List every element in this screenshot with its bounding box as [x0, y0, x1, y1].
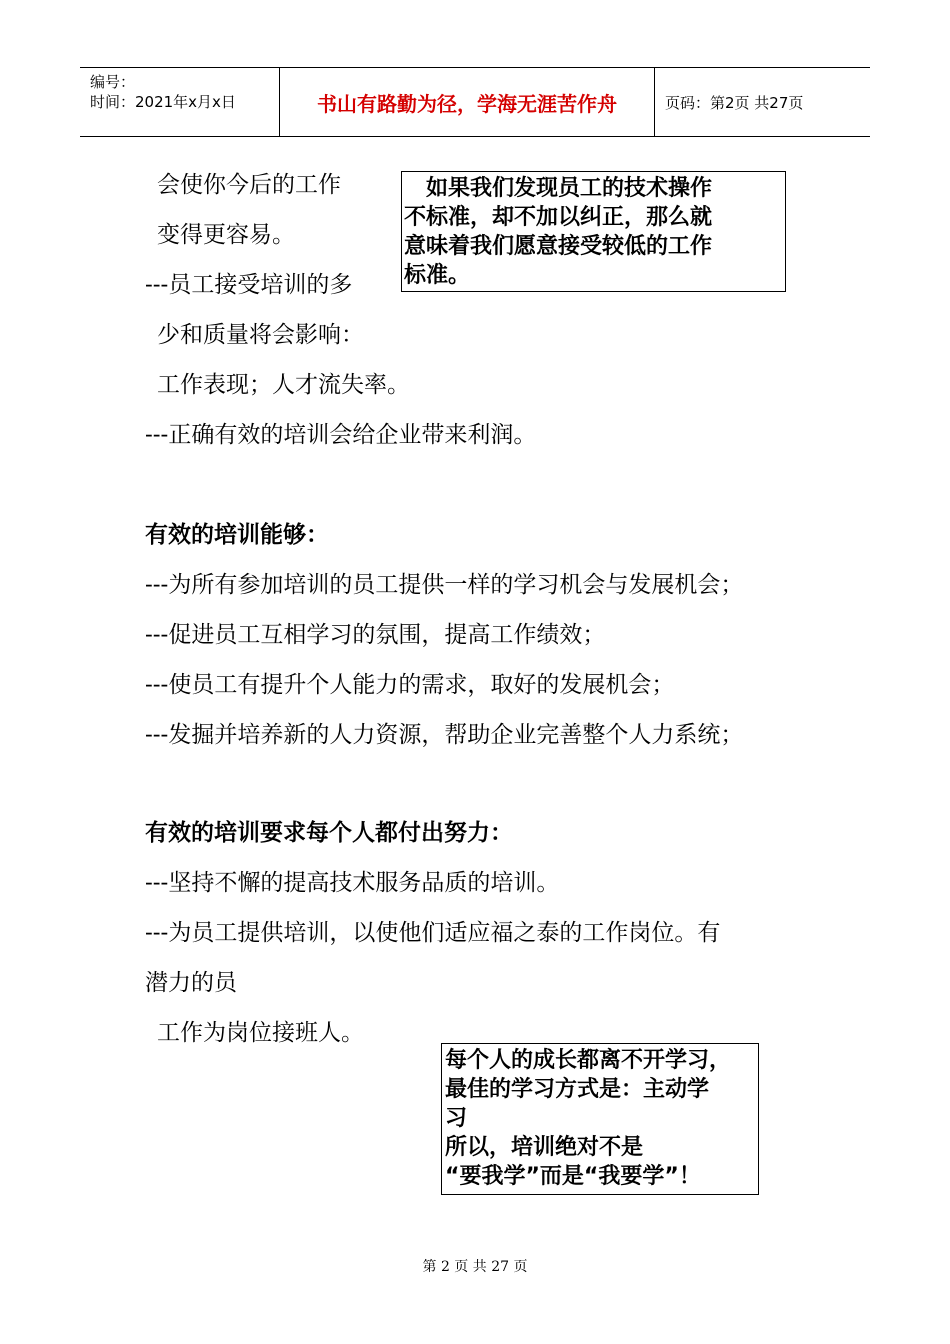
header-meta — [80, 68, 280, 136]
header-page-info: 页码：第2页 共27页 — [665, 93, 804, 112]
body-line: 变得更容易。 — [157, 222, 295, 248]
header-time: 时间：2021年x月x日 — [90, 93, 236, 111]
body-line: ---员工接受培训的多 — [145, 272, 353, 298]
section1-item: ---发掘并培养新的人力资源，帮助企业完善整个人力系统； — [145, 722, 744, 748]
section2-item: 潜力的员 — [145, 970, 237, 996]
section2-item: 工作为岗位接班人。 — [157, 1020, 364, 1046]
body-line: 少和质量将会影响： — [157, 322, 364, 348]
section2-heading: 有效的培训要求每个人都付出努力： — [145, 820, 513, 846]
callout-line: 所以，培训绝对不是 — [445, 1135, 644, 1160]
section2-item: ---为员工提供培训，以使他们适应福之泰的工作岗位。有 — [145, 920, 721, 946]
callout-line: “要我学”而是“我要学”！ — [445, 1164, 701, 1189]
header-number: 编号： — [90, 73, 136, 91]
page-header — [80, 67, 870, 137]
callout-box-standards — [401, 171, 786, 292]
section2-item: ---坚持不懈的提高技术服务品质的培训。 — [145, 870, 560, 896]
callout-line: 不标准，却不加以纠正，那么就 — [404, 205, 713, 230]
body-line: ---正确有效的培训会给企业带来利润。 — [145, 422, 537, 448]
page-footer: 第 2 页 共 27 页 — [422, 1259, 528, 1275]
section1-item: ---使员工有提升个人能力的需求，取好的发展机会； — [145, 672, 675, 698]
header-motto: 书山有路勤为径，学海无涯苦作舟 — [280, 68, 655, 136]
section1-heading: 有效的培训能够： — [145, 522, 329, 548]
callout-line: 最佳的学习方式是：主动学 — [445, 1077, 710, 1102]
callout-box-learning — [441, 1043, 759, 1195]
body-line: 工作表现；人才流失率。 — [157, 372, 410, 398]
callout-line: 标准。 — [404, 263, 471, 288]
callout-line: 每个人的成长都离不开学习， — [445, 1048, 732, 1073]
callout-line: 意味着我们愿意接受较低的工作 — [404, 234, 713, 259]
callout-line: 如果我们发现员工的技术操作 — [404, 176, 713, 201]
callout-line: 习 — [445, 1106, 468, 1131]
section1-item: ---促进员工互相学习的氛围，提高工作绩效； — [145, 622, 606, 648]
section1-item: ---为所有参加培训的员工提供一样的学习机会与发展机会； — [145, 572, 744, 598]
body-line: 会使你今后的工作 — [157, 172, 341, 198]
